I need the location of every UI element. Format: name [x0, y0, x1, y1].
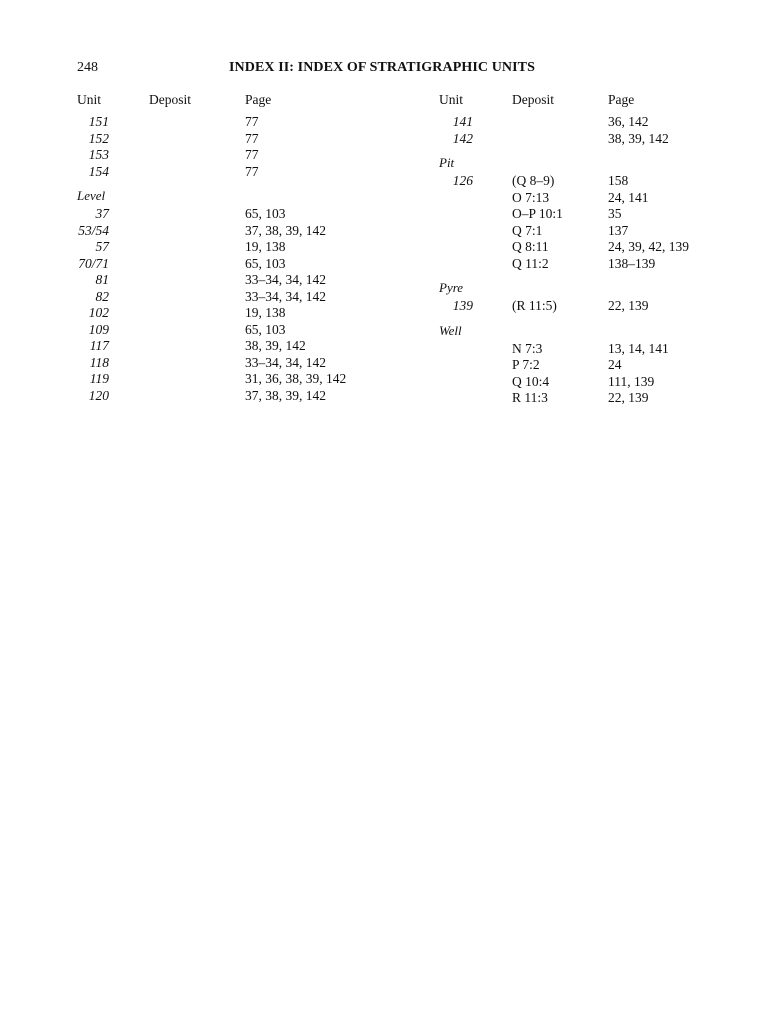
column-header-deposit: Deposit [512, 92, 554, 107]
page-refs: 158 [608, 173, 629, 188]
unit-number: 37 [95, 206, 109, 221]
index-row [77, 338, 407, 355]
page-refs: 37, 38, 39, 142 [245, 222, 326, 238]
index-row [77, 164, 407, 181]
page-refs: 24, 141 [608, 189, 649, 205]
unit-number: 82 [95, 288, 109, 304]
section-label: Pit [439, 155, 455, 170]
deposit-code: (R 11:5) [512, 298, 557, 313]
index-row [439, 223, 739, 240]
page-header [0, 60, 764, 80]
unit-number: 139 [452, 298, 473, 313]
section-heading-pyre [439, 272, 739, 298]
unit-number: 141 [452, 114, 473, 129]
deposit-code: O–P 10:1 [512, 206, 563, 221]
section-label: Well [439, 322, 462, 338]
page-refs: 77 [245, 147, 259, 162]
page-title: INDEX II: INDEX OF STRATIGRAPHIC UNITS [228, 60, 535, 75]
index-row [439, 341, 739, 358]
index-row [77, 355, 407, 372]
page-refs: 24, 39, 42, 139 [608, 239, 689, 254]
deposit-code: Q 10:4 [512, 373, 550, 389]
index-row [77, 289, 407, 306]
column-header-unit: Unit [77, 92, 102, 107]
page-refs: 33–34, 34, 142 [245, 288, 326, 304]
unit-number: 102 [88, 305, 109, 320]
unit-number: 153 [88, 147, 109, 162]
deposit-code: N 7:3 [512, 340, 543, 356]
page-refs: 22, 139 [608, 298, 649, 313]
page-refs: 33–34, 34, 142 [245, 272, 326, 287]
page-refs: 13, 14, 141 [608, 340, 669, 356]
index-row [77, 131, 407, 148]
unit-number: 53/54 [78, 222, 109, 238]
section-heading-well [439, 315, 739, 341]
page-refs: 77 [245, 114, 259, 129]
index-row [77, 272, 407, 289]
index-row [77, 388, 407, 405]
unit-number: 154 [88, 163, 109, 179]
index-column-right [439, 92, 739, 407]
column-header-unit: Unit [439, 92, 464, 107]
index-row [77, 305, 407, 322]
index-row [77, 239, 407, 256]
page-refs: 35 [608, 206, 622, 221]
deposit-code: Q 8:11 [512, 239, 549, 254]
index-row [77, 206, 407, 223]
unit-number: 57 [95, 239, 109, 254]
page-refs: 77 [245, 130, 259, 146]
page-refs: 36, 142 [608, 114, 649, 129]
unit-number: 142 [452, 130, 473, 146]
deposit-code: P 7:2 [512, 357, 540, 372]
page-refs: 24 [608, 357, 622, 372]
column-header-page: Page [608, 92, 635, 107]
column-headers [77, 92, 407, 114]
unit-number: 81 [95, 272, 109, 287]
index-row [439, 357, 739, 374]
section-label: Pyre [439, 280, 464, 295]
index-row [77, 371, 407, 388]
index-row [77, 322, 407, 339]
page-refs: 77 [245, 163, 259, 179]
deposit-code: (Q 8–9) [512, 173, 555, 188]
page-refs: 137 [608, 222, 629, 238]
unit-number: 118 [89, 354, 109, 370]
section-heading-level [77, 180, 407, 206]
index-row [439, 256, 739, 273]
column-header-deposit: Deposit [149, 92, 191, 107]
page-refs: 38, 39, 142 [608, 130, 669, 146]
column-header-page: Page [245, 92, 272, 107]
unit-number: 70/71 [78, 255, 109, 271]
index-row [439, 374, 739, 391]
index-row [439, 239, 739, 256]
index-row [77, 223, 407, 240]
index-row [439, 390, 739, 407]
page-refs: 111, 139 [608, 373, 655, 389]
index-row [77, 256, 407, 273]
section-heading-pit [439, 147, 739, 173]
page-refs: 138–139 [608, 255, 656, 271]
index-row [439, 298, 739, 315]
deposit-code: O 7:13 [512, 189, 550, 205]
index-column-left [77, 92, 407, 404]
page-refs: 38, 39, 142 [245, 338, 306, 353]
page-refs: 19, 138 [245, 239, 286, 254]
deposit-code: Q 7:1 [512, 222, 543, 238]
page-refs: 37, 38, 39, 142 [245, 387, 326, 403]
page-refs: 31, 36, 38, 39, 142 [245, 371, 347, 386]
column-headers [439, 92, 739, 114]
unit-number: 126 [452, 173, 473, 188]
unit-number: 109 [88, 321, 109, 337]
index-row [439, 173, 739, 190]
index-row [77, 147, 407, 164]
unit-number: 120 [88, 387, 109, 403]
page-refs: 22, 139 [608, 390, 649, 405]
index-row [439, 114, 739, 131]
page-number: 248 [77, 60, 98, 75]
page-refs: 33–34, 34, 142 [245, 354, 326, 370]
page-refs: 65, 103 [245, 206, 286, 221]
deposit-code: Q 11:2 [512, 255, 549, 271]
deposit-code: R 11:3 [512, 390, 548, 405]
unit-number: 119 [89, 371, 109, 386]
index-row [77, 114, 407, 131]
unit-number: 152 [88, 130, 109, 146]
index-row [439, 190, 739, 207]
page-refs: 65, 103 [245, 255, 286, 271]
index-row [439, 131, 739, 148]
unit-number: 117 [89, 338, 109, 353]
section-label: Level [77, 188, 106, 203]
page-refs: 65, 103 [245, 321, 286, 337]
page-refs: 19, 138 [245, 305, 286, 320]
unit-number: 151 [88, 114, 109, 129]
index-row [439, 206, 739, 223]
